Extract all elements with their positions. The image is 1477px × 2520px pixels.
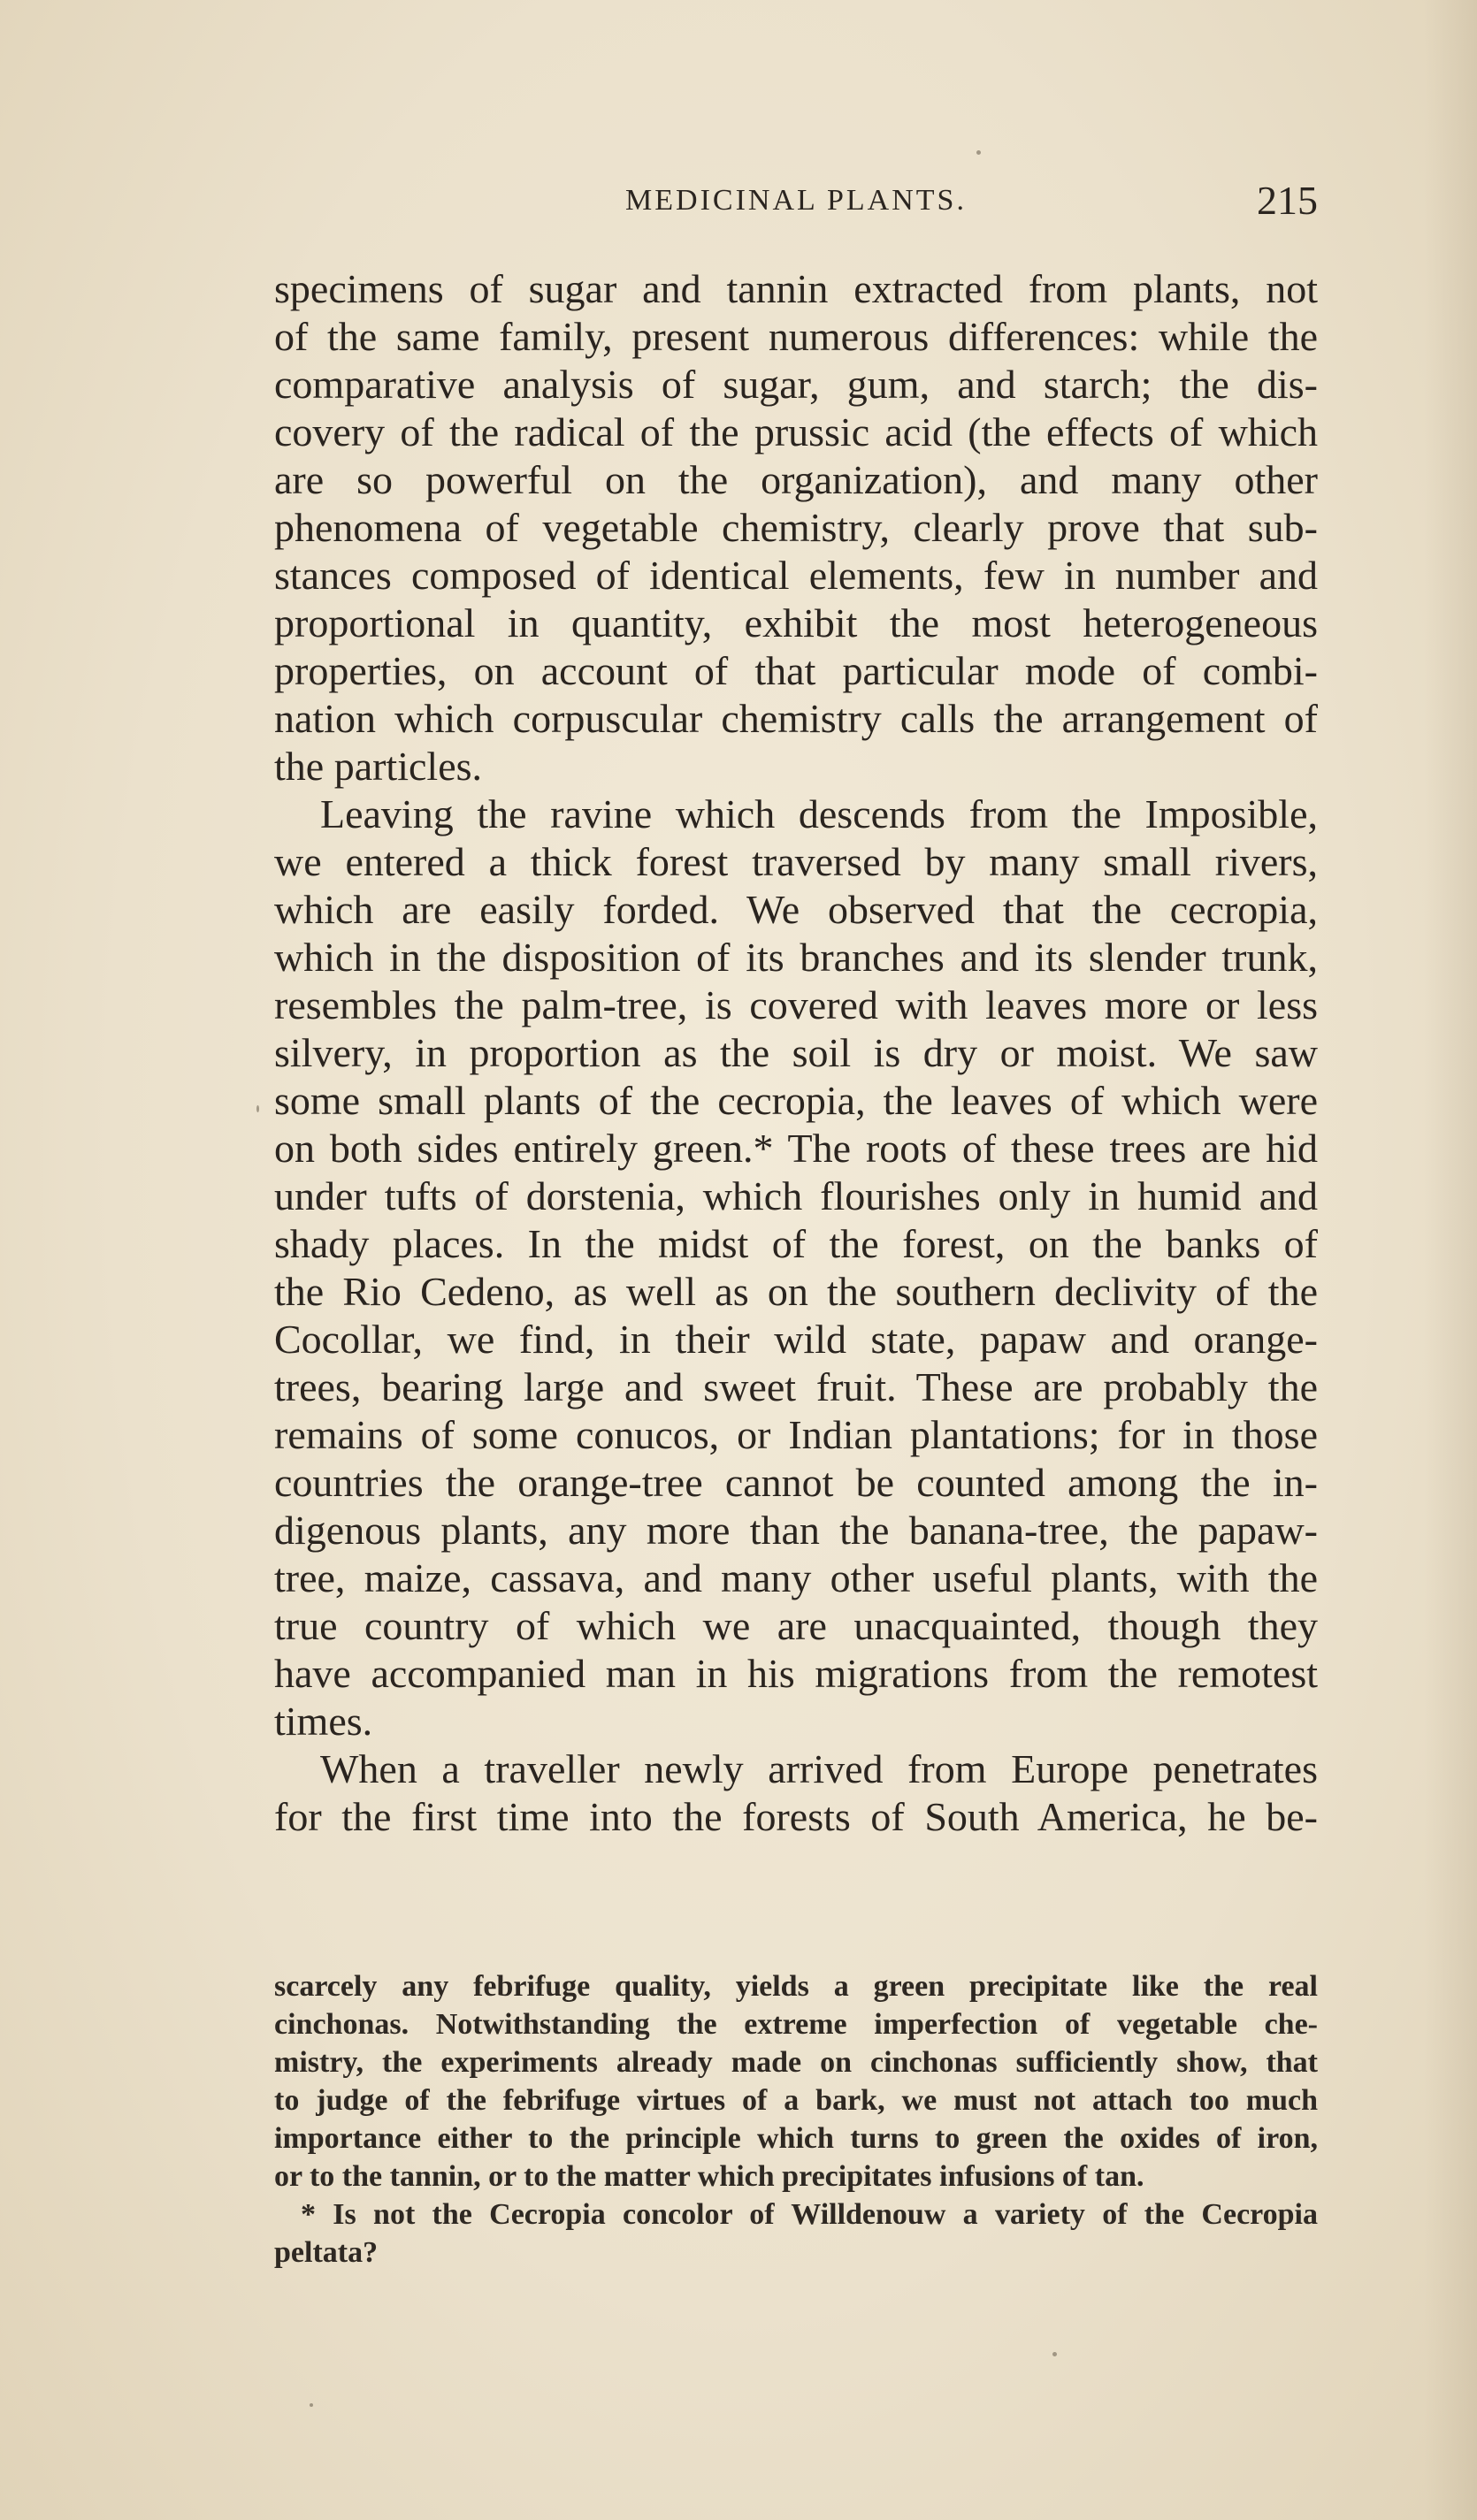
footnote-line: importance either to the principle which turns to green the oxides of iron, bbox=[274, 2122, 1318, 2155]
text-line: times. bbox=[274, 1699, 373, 1744]
text-line: we entered a thick forest traversed by many small rivers, bbox=[274, 839, 1318, 884]
text-line: silvery, in proportion as the soil is dry or moist. We saw bbox=[274, 1030, 1318, 1075]
text-line: are so powerful on the organization), and many other bbox=[274, 457, 1318, 502]
text-line: the Rio Cedeno, as well as on the southern declivity of the bbox=[274, 1269, 1318, 1314]
text-line: phenomena of vegetable chemistry, clearly prove that sub- bbox=[274, 505, 1318, 550]
paper-speck bbox=[310, 2403, 313, 2407]
text-line: which in the disposition of its branches and its slender trunk, bbox=[274, 935, 1318, 980]
text-line: under tufts of dorstenia, which flourishes only in humid and bbox=[274, 1173, 1318, 1218]
paragraph-start-line: When a traveller newly arrived from Europe penetrates bbox=[320, 1746, 1318, 1791]
text-line: resembles the palm-tree, is covered with leaves more or less bbox=[274, 982, 1318, 1027]
text-line: on both sides entirely green.* The roots of these trees are hid bbox=[274, 1126, 1318, 1171]
text-line: of the same family, present numerous differences: while the bbox=[274, 314, 1318, 359]
footnote-line: or to the tannin, or to the matter which precipitates infusions of tan. bbox=[274, 2160, 1144, 2193]
footnote-line: peltata? bbox=[274, 2236, 379, 2269]
text-line: have accompanied man in his migrations from the remotest bbox=[274, 1651, 1318, 1696]
text-line: some small plants of the cecropia, the leaves of which were bbox=[274, 1078, 1318, 1123]
text-line: covery of the radical of the prussic acid (the effects of which bbox=[274, 409, 1318, 454]
footnote-line: cinchonas. Notwithstanding the extreme imperfection of vegetable che- bbox=[274, 2008, 1318, 2041]
footnote-line: scarcely any febrifuge quality, yields a green precipitate like the real bbox=[274, 1970, 1318, 2003]
text-line: true country of which we are unacquainted, though they bbox=[274, 1603, 1318, 1648]
text-line: which are easily forded. We observed that the cecropia, bbox=[274, 887, 1318, 932]
page-edge-shadow bbox=[1424, 0, 1477, 2520]
paper-speck bbox=[256, 1105, 259, 1112]
paragraph-start-line: Leaving the ravine which descends from the Imposible, bbox=[320, 791, 1318, 836]
paper-speck bbox=[1052, 2352, 1057, 2356]
text-line: the particles. bbox=[274, 744, 483, 789]
text-line: comparative analysis of sugar, gum, and starch; the dis- bbox=[274, 362, 1318, 407]
text-line: for the first time into the forests of South America, he be- bbox=[274, 1794, 1318, 1839]
text-line: countries the orange-tree cannot be counted among the in- bbox=[274, 1460, 1318, 1505]
text-line: digenous plants, any more than the banana-tree, the papaw- bbox=[274, 1508, 1318, 1553]
text-line: proportional in quantity, exhibit the most heterogeneous bbox=[274, 600, 1318, 645]
text-line: shady places. In the midst of the forest, on the banks of bbox=[274, 1221, 1318, 1266]
paper-speck bbox=[976, 150, 981, 155]
text-line: stances composed of identical elements, few in number and bbox=[274, 553, 1318, 598]
page-number: 215 bbox=[1257, 178, 1318, 223]
footnotes bbox=[274, 1967, 1318, 2272]
text-line: trees, bearing large and sweet fruit. These are probably the bbox=[274, 1364, 1318, 1409]
body-text bbox=[274, 265, 1318, 1841]
page-header bbox=[274, 177, 1318, 230]
footnote-line: to judge of the febrifuge virtues of a bark, we must not attach too much bbox=[274, 2084, 1318, 2117]
text-line: nation which corpuscular chemistry calls the arrangement of bbox=[274, 696, 1318, 741]
text-line: specimens of sugar and tannin extracted from plants, not bbox=[274, 266, 1318, 311]
footnote-asterisk-line: * Is not the Cecropia concolor of Willdenouw a variety of the Cecropia bbox=[301, 2198, 1318, 2231]
running-title: MEDICINAL PLANTS. bbox=[625, 184, 967, 217]
text-line: tree, maize, cassava, and many other useful plants, with the bbox=[274, 1555, 1318, 1600]
text-line: Cocollar, we find, in their wild state, papaw and orange- bbox=[274, 1317, 1318, 1362]
text-line: remains of some conucos, or Indian plantations; for in those bbox=[274, 1412, 1318, 1457]
text-line: properties, on account of that particular mode of combi- bbox=[274, 648, 1318, 693]
footnote-line: mistry, the experiments already made on cinchonas sufficiently show, that bbox=[274, 2046, 1318, 2079]
